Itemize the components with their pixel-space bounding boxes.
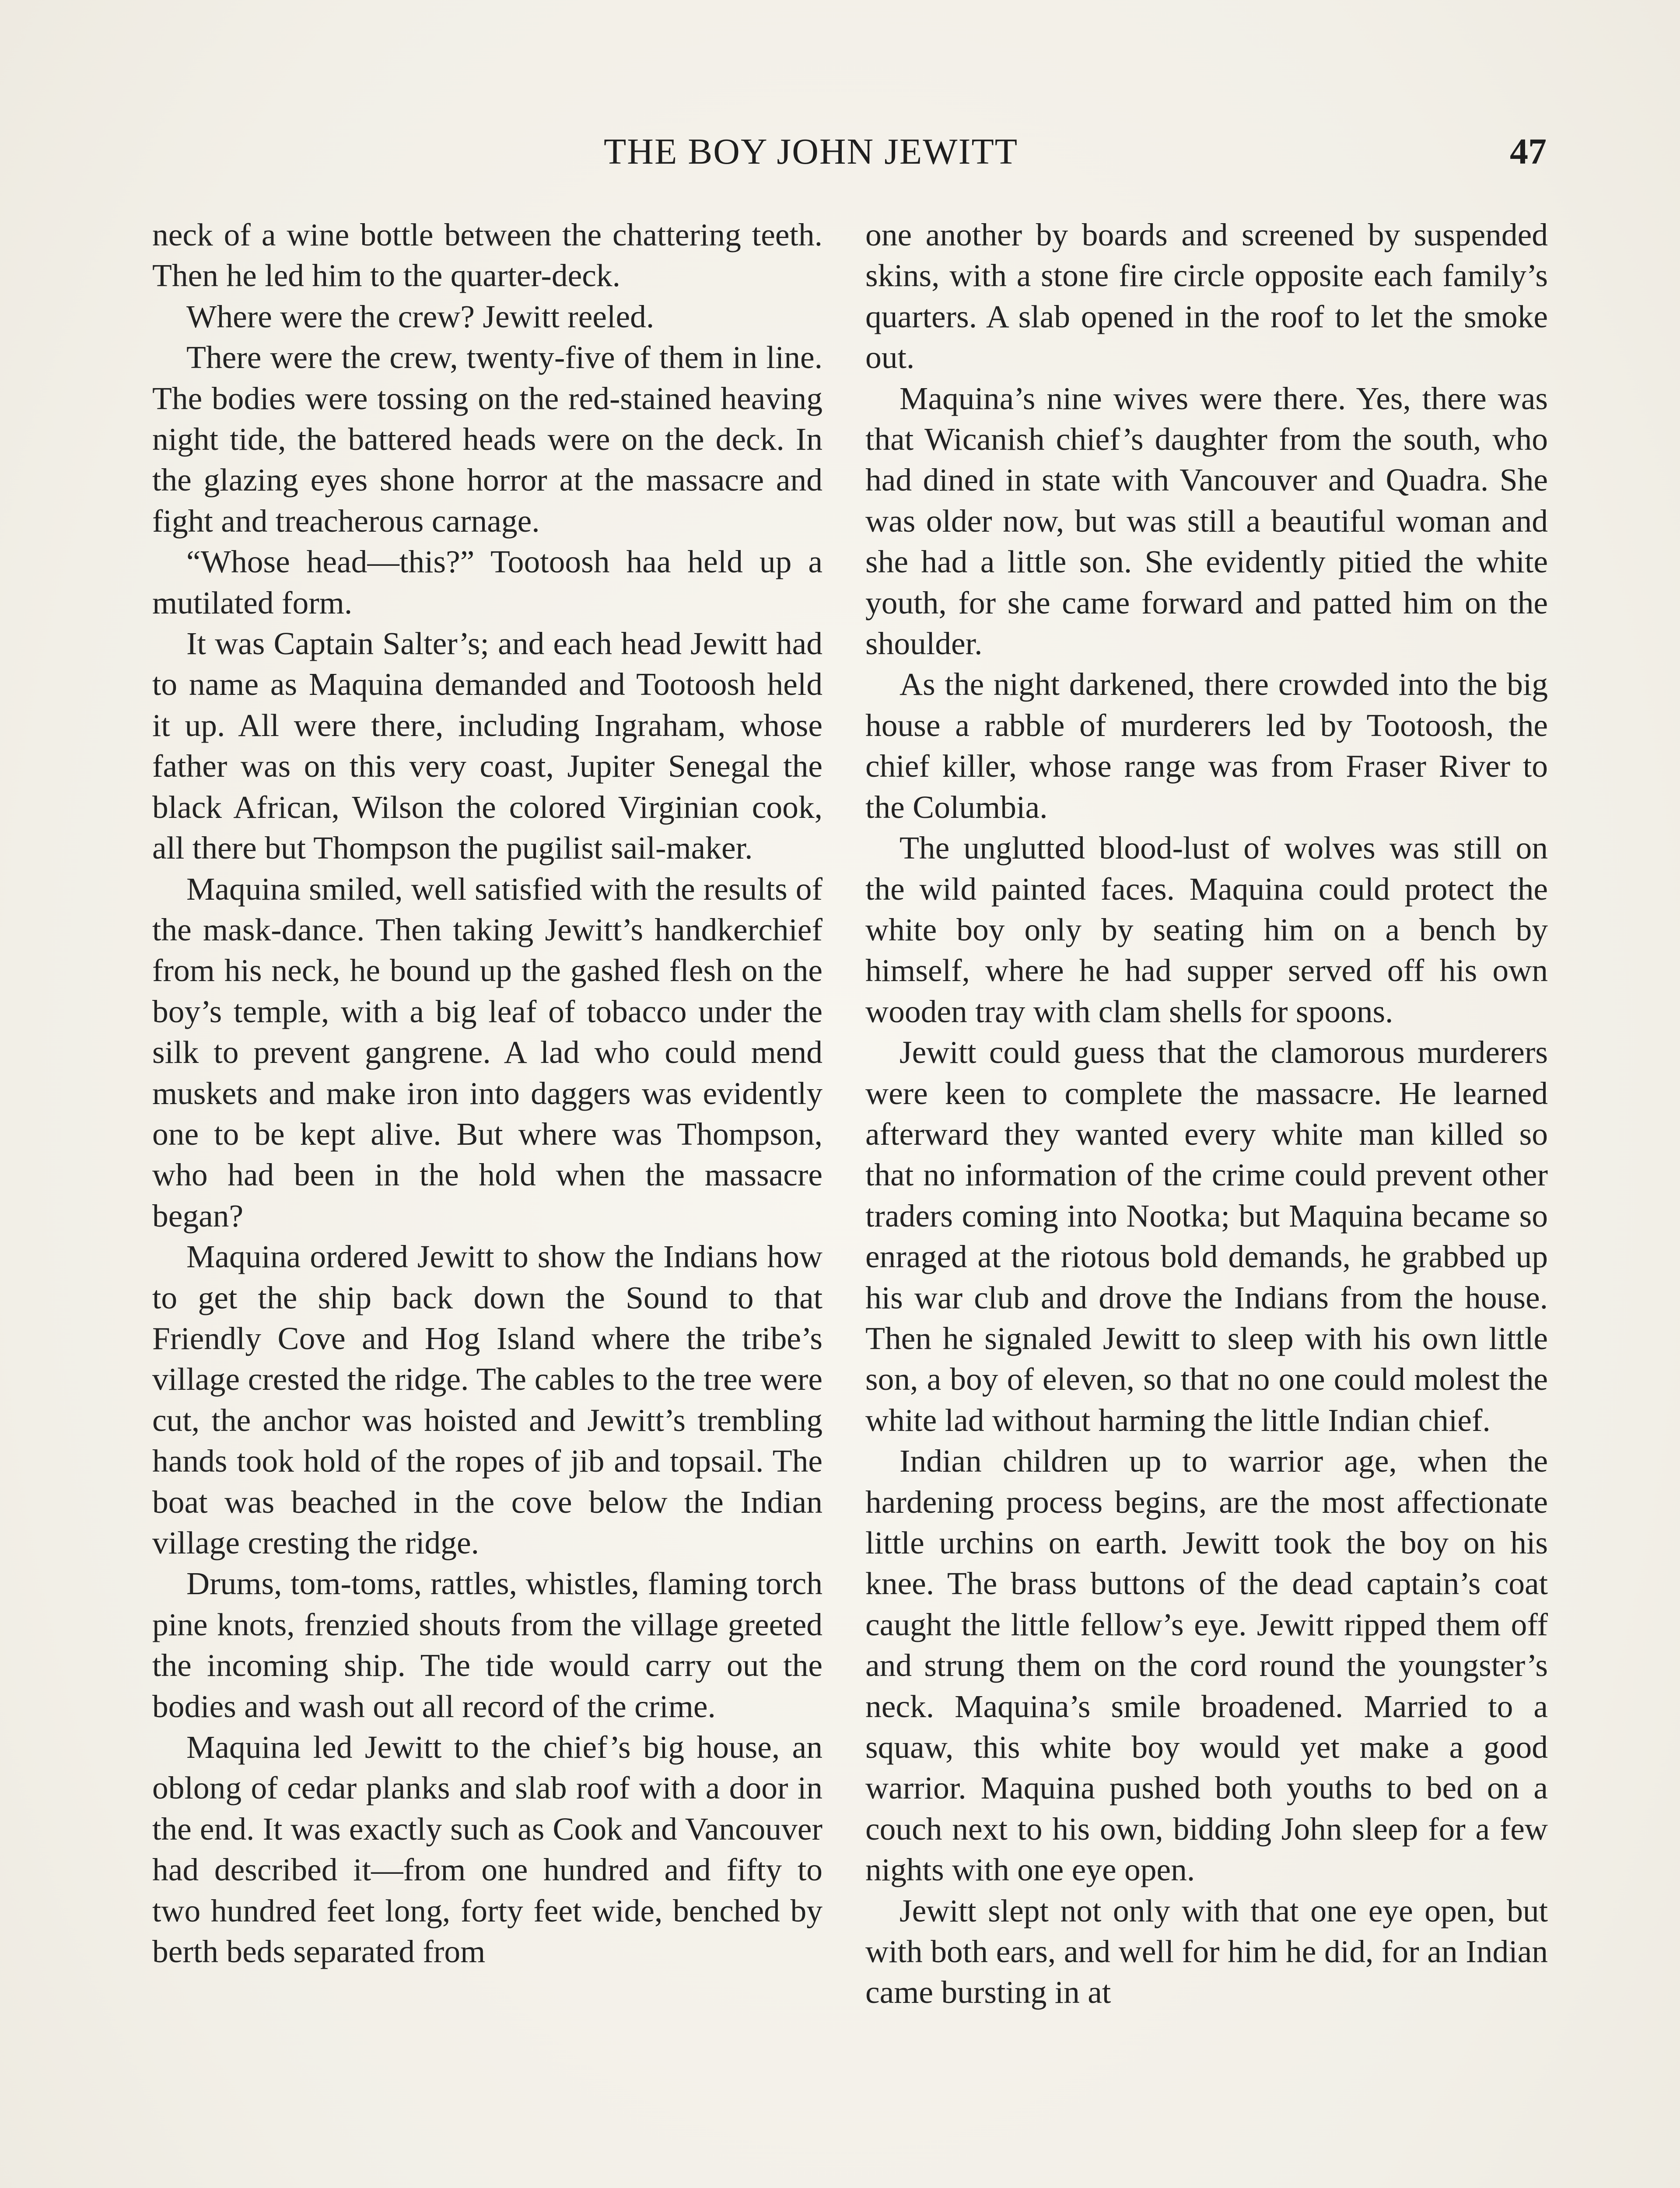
right-column	[865, 214, 1548, 2013]
paragraph: Jewitt slept not only with that one eye open, but with both ears, and well for him he did, for an Indian came bursting in at	[865, 1893, 1548, 2010]
paragraph: Jewitt could guess that the clamorous murderers were keen to complete the massacre. He learned afterward they wanted every white man killed so that no information of the crime could prevent other traders coming into Nootka; but Maquina became so enraged at the riotous bold demands, he grabbed up his war club and drove the Indians from the house. Then he signaled Jewitt to sleep with his own little son, a boy of eleven, so that no one could molest the white lad without harming the little Indian chief.	[865, 1034, 1548, 1438]
paragraph: Where were the crew? Jewitt reeled.	[186, 298, 654, 334]
page-number: 47	[1510, 131, 1547, 172]
paragraph: one another by boards and screened by suspended skins, with a stone fire circle opposite each family’s quarters. A slab opened in the roof to let the smoke out.	[865, 217, 1548, 375]
running-title: THE BOY JOHN JEWITT	[604, 131, 1018, 172]
paragraph: As the night darkened, there crowded into the big house a rabble of murderers led by Tootoosh, the chief killer, whose range was from Fraser River to the Columbia.	[865, 666, 1548, 825]
paragraph: Maquina smiled, well satisfied with the results of the mask-dance. Then taking Jewitt’s handkerchief from his neck, he bound up the gashed flesh on the boy’s temple, with a big leaf of tobacco under the silk to prevent gangrene. A lad who could mend muskets and make iron into daggers was evidently one to be kept alive. But where was Thompson, who had been in the hold when the massacre began?	[152, 871, 822, 1234]
paragraph: There were the crew, twenty-five of them in line. The bodies were tossing on the red-stained heaving night tide, the battered heads were on the deck. In the glazing eyes shone horror at the massacre and fight and treacherous carnage.	[152, 340, 822, 539]
paragraph: The unglutted blood-lust of wolves was still on the wild painted faces. Maquina could protect the white boy only by seating him on a bench by himself, where he had supper served off his own wooden tray with clam shells for spoons.	[865, 830, 1548, 1029]
paragraph: It was Captain Salter’s; and each head Jewitt had to name as Maquina demanded and Tootoosh held it up. All were there, including Ingraham, whose father was on this very coast, Jupiter Senegal the black African, Wilson the colored Virginian cook, all there but Thompson the pugilist sail-maker.	[152, 626, 822, 866]
paragraph: “Whose head—this?” Tootoosh haa held up a mutilated form.	[152, 544, 822, 621]
paragraph: Maquina’s nine wives were there. Yes, there was that Wicanish chief’s daughter from the south, who had dined in state with Vancouver and Quadra. She was older now, but was still a beautiful woman and she had a little son. She evidently pitied the white youth, for she came forward and patted him on the shoulder.	[865, 380, 1548, 662]
paragraph: Drums, tom-toms, rattles, whistles, flaming torch pine knots, frenzied shouts from the village greeted the incoming ship. The tide would carry out the bodies and wash out all record of the crime.	[152, 1566, 822, 1724]
paragraph: Maquina ordered Jewitt to show the Indians how to get the ship back down the Sound to that Friendly Cove and Hog Island where the tribe’s village crested the ridge. The cables to the tree were cut, the anchor was hoisted and Jewitt’s trembling hands took hold of the ropes of jib and topsail. The boat was beached in the cove below the Indian village cresting the ridge.	[152, 1239, 822, 1560]
paragraph: Indian children up to warrior age, when the hardening process begins, are the most affectionate little urchins on earth. Jewitt took the boy on his knee. The brass buttons of the dead captain’s coat caught the little fellow’s eye. Jewitt ripped them off and strung them on the cord round the youngster’s neck. Maquina’s smile broadened. Married to a squaw, this white boy would yet make a good warrior. Maquina pushed both youths to bed on a couch next to his own, bidding John sleep for a few nights with one eye open.	[865, 1443, 1548, 1888]
paragraph: neck of a wine bottle between the chattering teeth. Then he led him to the quarter-deck.	[152, 217, 822, 294]
paragraph: Maquina led Jewitt to the chief’s big house, an oblong of cedar planks and slab roof with a door in the end. It was exactly such as Cook and Vancouver had described it—from one hundred and fifty to two hundred feet long, forty feet wide, benched by berth beds separated from	[152, 1729, 822, 1970]
left-column	[152, 214, 822, 1972]
